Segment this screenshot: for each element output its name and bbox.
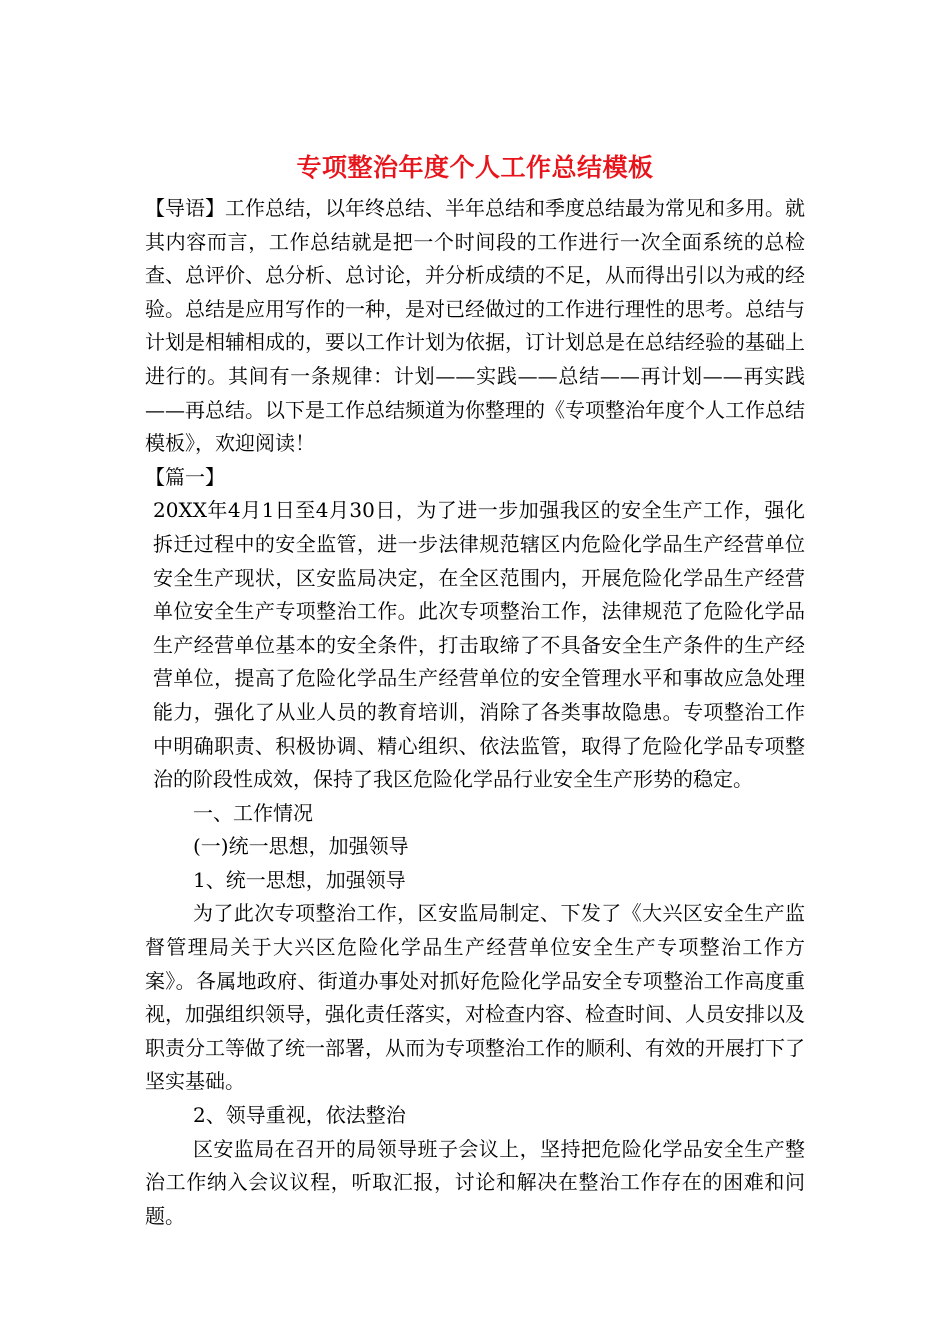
document-title: 专项整治年度个人工作总结模板 [296, 153, 654, 182]
heading-unify-thinking: (一)统一思想，加强领导 [193, 834, 409, 859]
heading-item-2: 2、领导重视，依法整治 [193, 1103, 406, 1128]
intro-paragraph: 【导语】工作总结，以年终总结、半年总结和季度总结最为常见和多用。就其内容而言，工作总结就是把一个时间段的工作进行一次全面系统的总检查、总评价、总分析、总讨论，并分析成绩的不足，从而得出引以为戒的经验。总结是应用写作的一种，是对已经做过的工作进行理性的思考。总结与计划是相辅相成的，要以工作计划为依据，订计划总是在总结经验的基础上进行的。其间有一条规律：计划——实践——总结——再计划——再实践——再总结。以下是工作总结频道为你整理的《专项整治年度个人工作总结模板》，欢迎阅读！ [145, 196, 805, 456]
heading-item-1: 1、统一思想，加强领导 [193, 867, 406, 892]
heading-work-status: 一、工作情况 [193, 800, 313, 825]
section-label: 【篇一】 [145, 464, 225, 489]
document-page [145, 148, 805, 1233]
paragraph-3: 区安监局在召开的局领导班子会议上，坚持把危险化学品安全生产整治工作纳入会议议程，听取汇报，讨论和解决在整治工作存在的困难和问题。 [145, 1136, 805, 1228]
paragraph-2: 为了此次专项整治工作，区安监局制定、下发了《大兴区安全生产监督管理局关于大兴区危险化学品生产经营单位安全生产专项整治工作方案》。各属地政府、街道办事处对抓好危险化学品安全专项整治工作高度重视，加强组织领导，强化责任落实，对检查内容、检查时间、人员安排以及职责分工等做了统一部署，从而为专项整治工作的顺利、有效的开展打下了坚实基础。 [145, 901, 805, 1094]
paragraph-1: 20XX年4月1日至4月30日，为了进一步加强我区的安全生产工作，强化拆迁过程中的安全监管，进一步法律规范辖区内危险化学品生产经营单位安全生产现状，区安监局决定，在全区范围内，开展危险化学品生产经营单位安全生产专项整治工作。此次专项整治工作，法律规范了危险化学品生产经营单位基本的安全条件，打击取缔了不具备安全生产条件的生产经营单位，提高了危险化学品生产经营单位的安全管理水平和事故应急处理能力，强化了从业人员的教育培训，消除了各类事故隐患。专项整治工作中明确职责、积极协调、精心组织、依法监管，取得了危险化学品专项整治的阶段性成效，保持了我区危险化学品行业安全生产形势的稳定。 [153, 498, 805, 792]
